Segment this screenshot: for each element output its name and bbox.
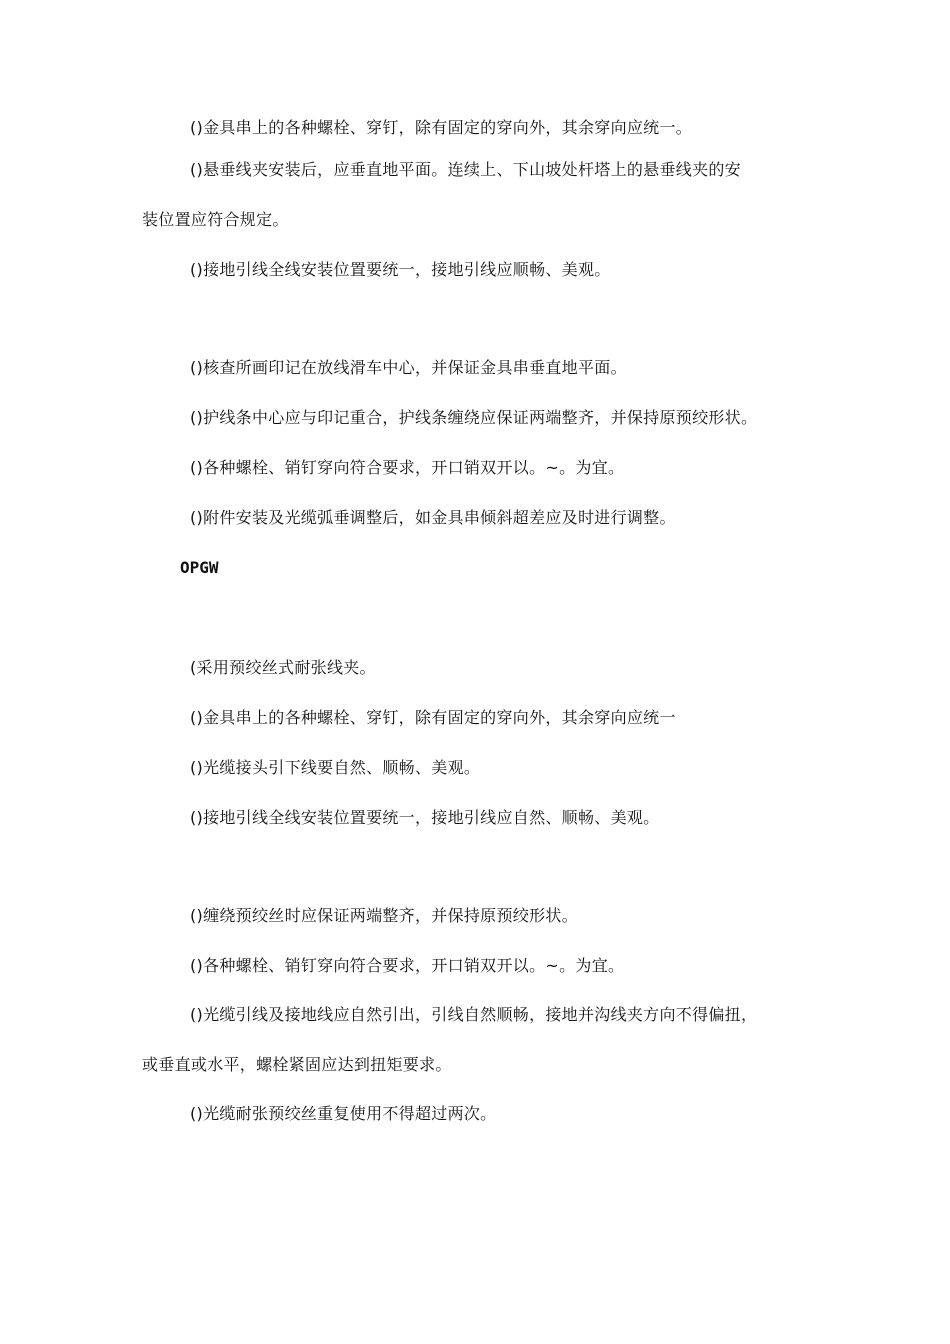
paragraph-bolts-pins: ()各种螺栓、销钉穿向符合要求，开口销双开以。~。为宜。 <box>190 458 625 477</box>
paragraph-cable-leads-cont: 或垂直或水平，螺栓紧固应达到扭矩要求。 <box>142 1055 452 1074</box>
paragraph-ground-lead: ()接地引线全线安装位置要统一，接地引线应顺畅、美观。 <box>190 260 611 279</box>
paragraph-tension-clamp: (采用预绞丝式耐张线夹。 <box>190 658 376 677</box>
paragraph-ground-lead-2: ()接地引线全线安装位置要统一，接地引线应自然、顺畅、美观。 <box>190 808 660 827</box>
paragraph-bolts-pins-2: ()各种螺栓、销钉穿向符合要求，开口销双开以。~。为宜。 <box>190 956 625 975</box>
paragraph-reuse-limit: ()光缆耐张预绞丝重复使用不得超过两次。 <box>190 1104 497 1123</box>
paragraph-adjustment: ()附件安装及光缆弧垂调整后，如金具串倾斜超差应及时进行调整。 <box>190 508 676 527</box>
paragraph-cable-joint-downlead: ()光缆接头引下线要自然、顺畅、美观。 <box>190 758 481 777</box>
paragraph-preformed-wrap: ()缠绕预绞丝时应保证两端整齐，并保持原预绞形状。 <box>190 906 578 925</box>
paragraph-suspension-clamp: ()悬垂线夹安装后，应垂直地平面。连续上、下山坡处杆塔上的悬垂线夹的安 <box>190 160 741 179</box>
paragraph-fitting-bolts-direction-2: ()金具串上的各种螺栓、穿钉，除有固定的穿向外，其余穿向应统一 <box>190 708 676 727</box>
paragraph-fitting-bolts-direction: ()金具串上的各种螺栓、穿钉，除有固定的穿向外，其余穿向应统一。 <box>190 118 693 137</box>
paragraph-check-marks: ()核查所画印记在放线滑车中心，并保证金具串垂直地平面。 <box>190 358 627 377</box>
paragraph-armor-rod: ()护线条中心应与印记重合，护线条缠绕应保证两端整齐，并保持原预绞形状。 <box>190 408 758 427</box>
paragraph-suspension-clamp-cont: 装位置应符合规定。 <box>142 210 289 229</box>
section-heading-opgw: OPGW <box>180 558 219 577</box>
paragraph-cable-leads: ()光缆引线及接地线应自然引出，引线自然顺畅，接地并沟线夹方向不得偏扭， <box>190 1005 758 1024</box>
